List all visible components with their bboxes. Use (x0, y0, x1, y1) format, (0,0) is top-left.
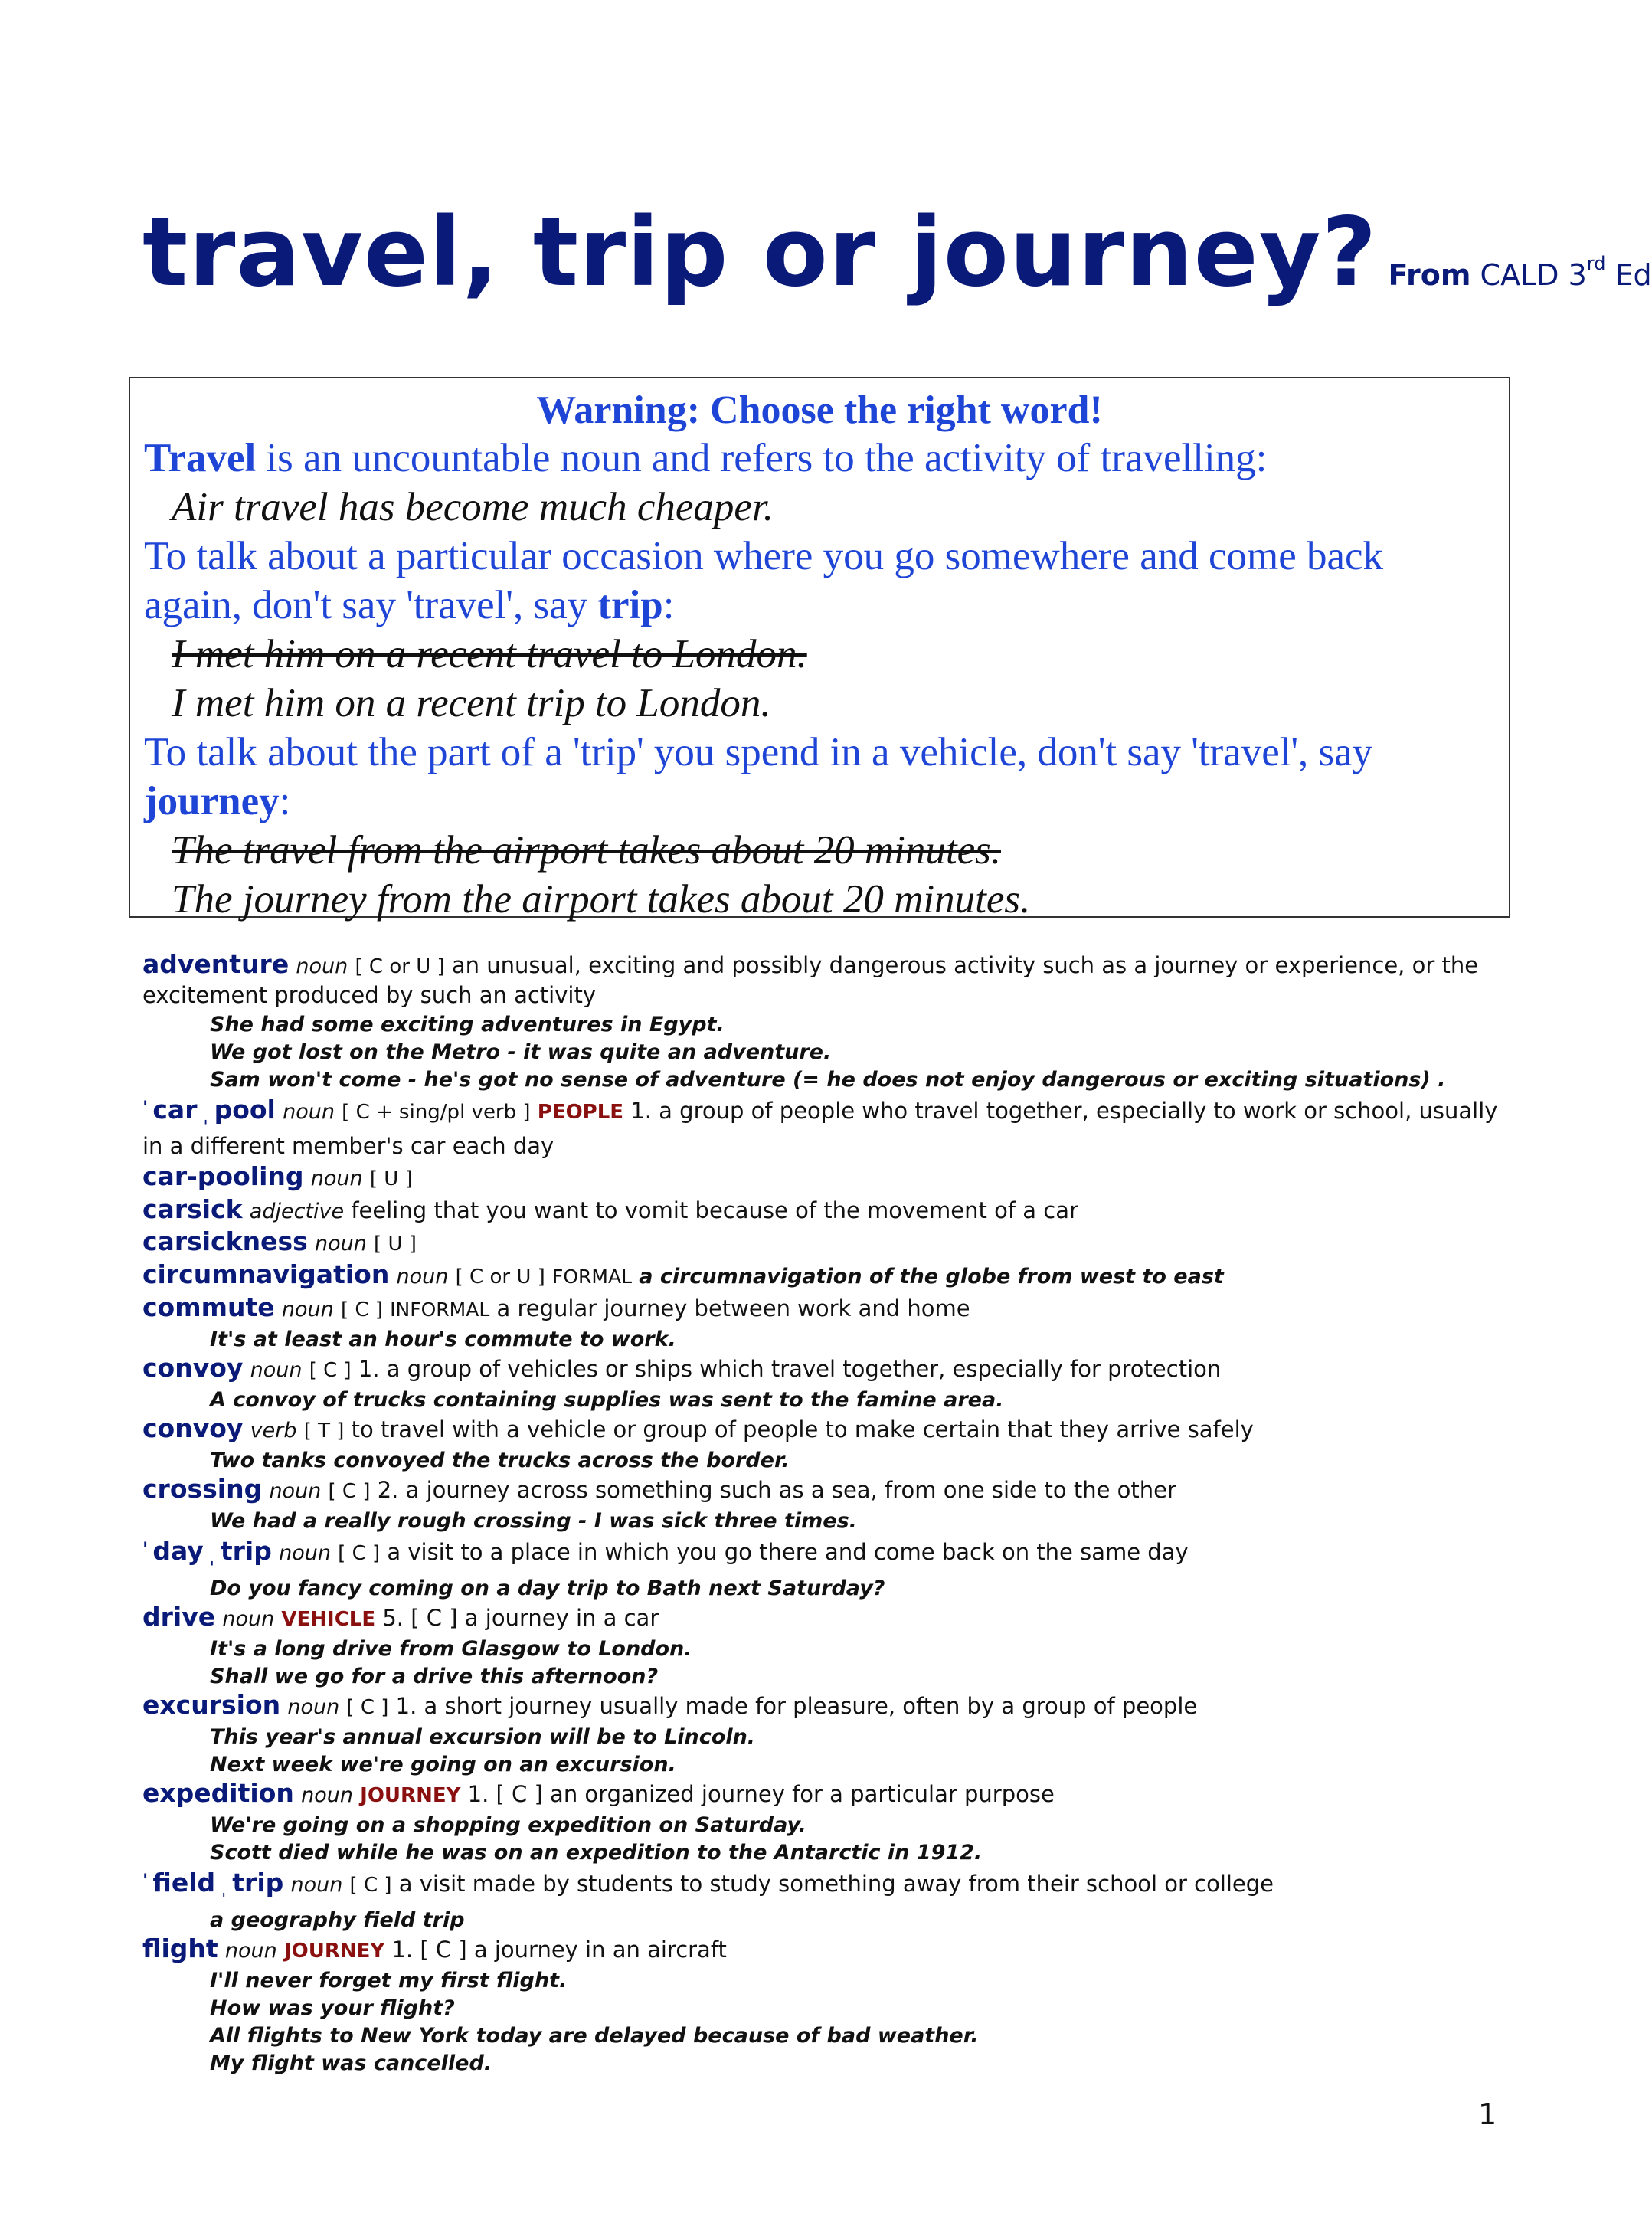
headword: convoy (142, 1353, 244, 1383)
headword: circumnavigation (142, 1259, 390, 1289)
headword (142, 1095, 276, 1125)
entry-convoy-noun (142, 1354, 1521, 1385)
category-label: PEOPLE (537, 1101, 624, 1124)
definition: 1. a short journey usually made for pleasure, often by a group of people (395, 1693, 1198, 1719)
example: This year's annual excursion will be to Lincoln. (210, 1725, 756, 1749)
page-number: 1 (1478, 2097, 1497, 2131)
example: a geography field trip (210, 1908, 465, 1932)
part-of-speech: noun (279, 1541, 331, 1565)
definition: feeling that you want to vomit because of the movement of a car (351, 1197, 1078, 1223)
entry-drive (142, 1603, 1521, 1634)
warning-colon-trip: : (662, 583, 675, 627)
headword: convoy (142, 1413, 244, 1443)
warning-line-journey-a: To talk about the part of a 'trip' you spend in a vehicle, don't say 'travel', say (144, 730, 1373, 774)
headword: adventure (142, 949, 290, 979)
headword (142, 1536, 272, 1566)
definition: 2. a journey across something such as a sea, from one side to the other (377, 1477, 1176, 1503)
headword: car-pooling (142, 1161, 304, 1191)
grammar-code: [ C + sing/pl verb ] (342, 1101, 531, 1124)
definition: an unusual, exciting and possibly dangerous activity such as a journey or experience, or the excitement produced by such an activity (142, 952, 1479, 1008)
title-main: travel, trip or journey? (142, 198, 1378, 308)
title-from: From (1388, 258, 1471, 292)
definition: a visit made by students to study something away from their school or college (398, 1871, 1274, 1897)
grammar-code: [ C ] (309, 1359, 352, 1382)
warning-line-journey-b (144, 777, 1495, 826)
warning-example-3-right: The journey from the airport takes about 20 minutes. (172, 877, 1031, 922)
warning-word-travel: Travel (144, 436, 257, 480)
example: We had a really rough crossing - I was sick three times. (210, 1509, 857, 1533)
headword: carsickness (142, 1226, 308, 1256)
entry-car-pool (142, 1094, 1521, 1161)
title-source-suffix: Ed (1605, 258, 1652, 292)
title-source-sup: rd (1586, 253, 1606, 274)
part-of-speech: noun (287, 1695, 340, 1719)
warning-box (129, 377, 1510, 922)
grammar-code: [ C ] (340, 1298, 383, 1321)
definition: 5. [ C ] a journey in a car (382, 1605, 659, 1631)
entry-convoy-verb (142, 1414, 1521, 1446)
definition: to travel with a vehicle or group of people to make certain that they arrive safely (351, 1416, 1254, 1442)
category-label: JOURNEY (283, 1940, 385, 1963)
category-label: VEHICLE (281, 1608, 376, 1631)
example: Two tanks convoyed the trucks across the border. (210, 1449, 790, 1472)
headword: excursion (142, 1690, 281, 1720)
example: My flight was cancelled. (210, 2051, 492, 2075)
grammar-code: [ C ] (338, 1542, 381, 1565)
part-of-speech: adjective (249, 1200, 345, 1223)
warning-colon-journey: : (279, 779, 291, 823)
part-of-speech: noun (396, 1265, 449, 1288)
headword: drive (142, 1602, 216, 1632)
entry-carsickness (142, 1227, 1521, 1259)
headword: commute (142, 1292, 275, 1322)
grammar-code: [ C ] (346, 1696, 389, 1719)
definition: 1. [ C ] a journey in an aircraft (391, 1937, 727, 1963)
entry-commute (142, 1293, 1521, 1324)
part-of-speech: noun (296, 954, 348, 978)
warning-example-1: Air travel has become much cheaper. (172, 485, 774, 529)
warning-word-trip: trip (597, 583, 663, 627)
dictionary-entries (142, 950, 1521, 2078)
title-source-name: CALD 3 (1480, 258, 1587, 292)
grammar-code: [ U ] (369, 1167, 413, 1190)
secondary-stress-mark: ˌ (203, 1108, 208, 1127)
headword-part: pool (214, 1095, 276, 1125)
example: It's at least an hour's commute to work. (210, 1328, 676, 1351)
warning-example-3-wrong: The travel from the airport takes about 20 minutes. (172, 828, 1001, 873)
part-of-speech: noun (269, 1479, 322, 1503)
grammar-code: [ C or U ] (455, 1266, 545, 1288)
part-of-speech: noun (283, 1100, 335, 1124)
headword: carsick (142, 1194, 243, 1224)
example: Do you fancy coming on a day trip to Bath next Saturday? (210, 1577, 885, 1600)
example: We're going on a shopping expedition on Saturday. (210, 1813, 806, 1837)
warning-line-travel (144, 434, 1495, 483)
example: A convoy of trucks containing supplies was sent to the famine area. (210, 1388, 1004, 1412)
warning-example-2-wrong: I met him on a recent travel to London. (172, 632, 807, 676)
entry-car-pooling (142, 1162, 1521, 1193)
part-of-speech: noun (281, 1298, 334, 1321)
headword-part: day (152, 1536, 204, 1566)
definition: a visit to a place in which you go there and come back on the same day (387, 1539, 1189, 1565)
warning-line-trip-a: To talk about a particular occasion where you go somewhere and come back (144, 534, 1384, 578)
part-of-speech: noun (250, 1358, 303, 1382)
part-of-speech: noun (222, 1607, 275, 1631)
secondary-stress-mark: ˌ (221, 1881, 227, 1900)
grammar-code: [ C or U ] (355, 955, 445, 978)
entry-adventure (142, 950, 1521, 1010)
example: Shall we go for a drive this afternoon? (210, 1665, 659, 1688)
entry-field-trip (142, 1867, 1521, 1905)
entry-crossing (142, 1475, 1521, 1506)
example: It's a long drive from Glasgow to London. (210, 1637, 692, 1661)
register-label: FORMAL (551, 1266, 633, 1288)
headword-part: car (152, 1095, 198, 1125)
grammar-code: [ U ] (374, 1233, 417, 1256)
entry-carsick (142, 1195, 1521, 1226)
entry-expedition (142, 1779, 1521, 1810)
inline-example: a circumnavigation of the globe from west to east (639, 1265, 1224, 1288)
headword-part: field (152, 1868, 216, 1897)
warning-line-trip-b-text: again, don't say 'travel', say (144, 583, 598, 627)
page-title (142, 198, 1652, 308)
example: All flights to New York today are delayed because of bad weather. (210, 2024, 979, 2048)
example: She had some exciting adventures in Egypt. (210, 1013, 725, 1036)
entry-circumnavigation (142, 1260, 1521, 1292)
definition: 1. a group of vehicles or ships which travel together, especially for protection (358, 1356, 1222, 1382)
example: We got lost on the Metro - it was quite an adventure. (210, 1040, 832, 1064)
register-label: INFORMAL (390, 1298, 490, 1321)
example: How was your flight? (210, 1996, 455, 2020)
headword: flight (142, 1933, 218, 1963)
example: Sam won't come - he's got no sense of adventure (= he does not enjoy dangerous or exciting situations) . (210, 1068, 1446, 1092)
warning-line-trip-b (144, 581, 1495, 630)
primary-stress-mark: ' (142, 1538, 149, 1560)
part-of-speech: verb (250, 1419, 297, 1442)
warning-example-2-right: I met him on a recent trip to London. (172, 681, 771, 725)
headword (142, 1868, 284, 1900)
grammar-code: [ C ] (349, 1874, 392, 1897)
definition: 1. [ C ] an organized journey for a particular purpose (467, 1781, 1055, 1807)
grammar-code: [ C ] (328, 1480, 371, 1503)
part-of-speech: noun (290, 1873, 343, 1897)
definition: a regular journey between work and home (496, 1295, 970, 1321)
warning-word-journey: journey (144, 779, 280, 823)
entry-day-trip (142, 1535, 1521, 1573)
part-of-speech: noun (301, 1783, 353, 1807)
title-source (1388, 253, 1652, 292)
warning-line-travel-text: is an uncountable noun and refers to the activity of travelling: (256, 436, 1268, 480)
primary-stress-mark: ' (142, 1870, 149, 1891)
headword: crossing (142, 1474, 263, 1504)
example: Next week we're going on an excursion. (210, 1753, 676, 1776)
headword-part: trip (220, 1536, 272, 1566)
entry-flight (142, 1934, 1521, 1966)
headword-part: trip (232, 1868, 284, 1897)
secondary-stress-mark: ˌ (209, 1550, 214, 1568)
category-label: JOURNEY (360, 1784, 461, 1807)
part-of-speech: noun (224, 1939, 277, 1963)
definition: 1. a group of people who travel together, especially to work or school, usually in a different member's car each day (142, 1098, 1498, 1159)
warning-heading: Warning: Choose the right word! (536, 388, 1103, 432)
primary-stress-mark: ' (142, 1097, 149, 1118)
headword: expedition (142, 1778, 294, 1808)
part-of-speech: noun (310, 1167, 363, 1190)
part-of-speech: noun (314, 1232, 367, 1256)
example: Scott died while he was on an expedition to the Antarctic in 1912. (210, 1841, 983, 1865)
entry-excursion (142, 1691, 1521, 1722)
grammar-code: [ T ] (303, 1419, 345, 1442)
example: I'll never forget my first flight. (210, 1969, 568, 1992)
